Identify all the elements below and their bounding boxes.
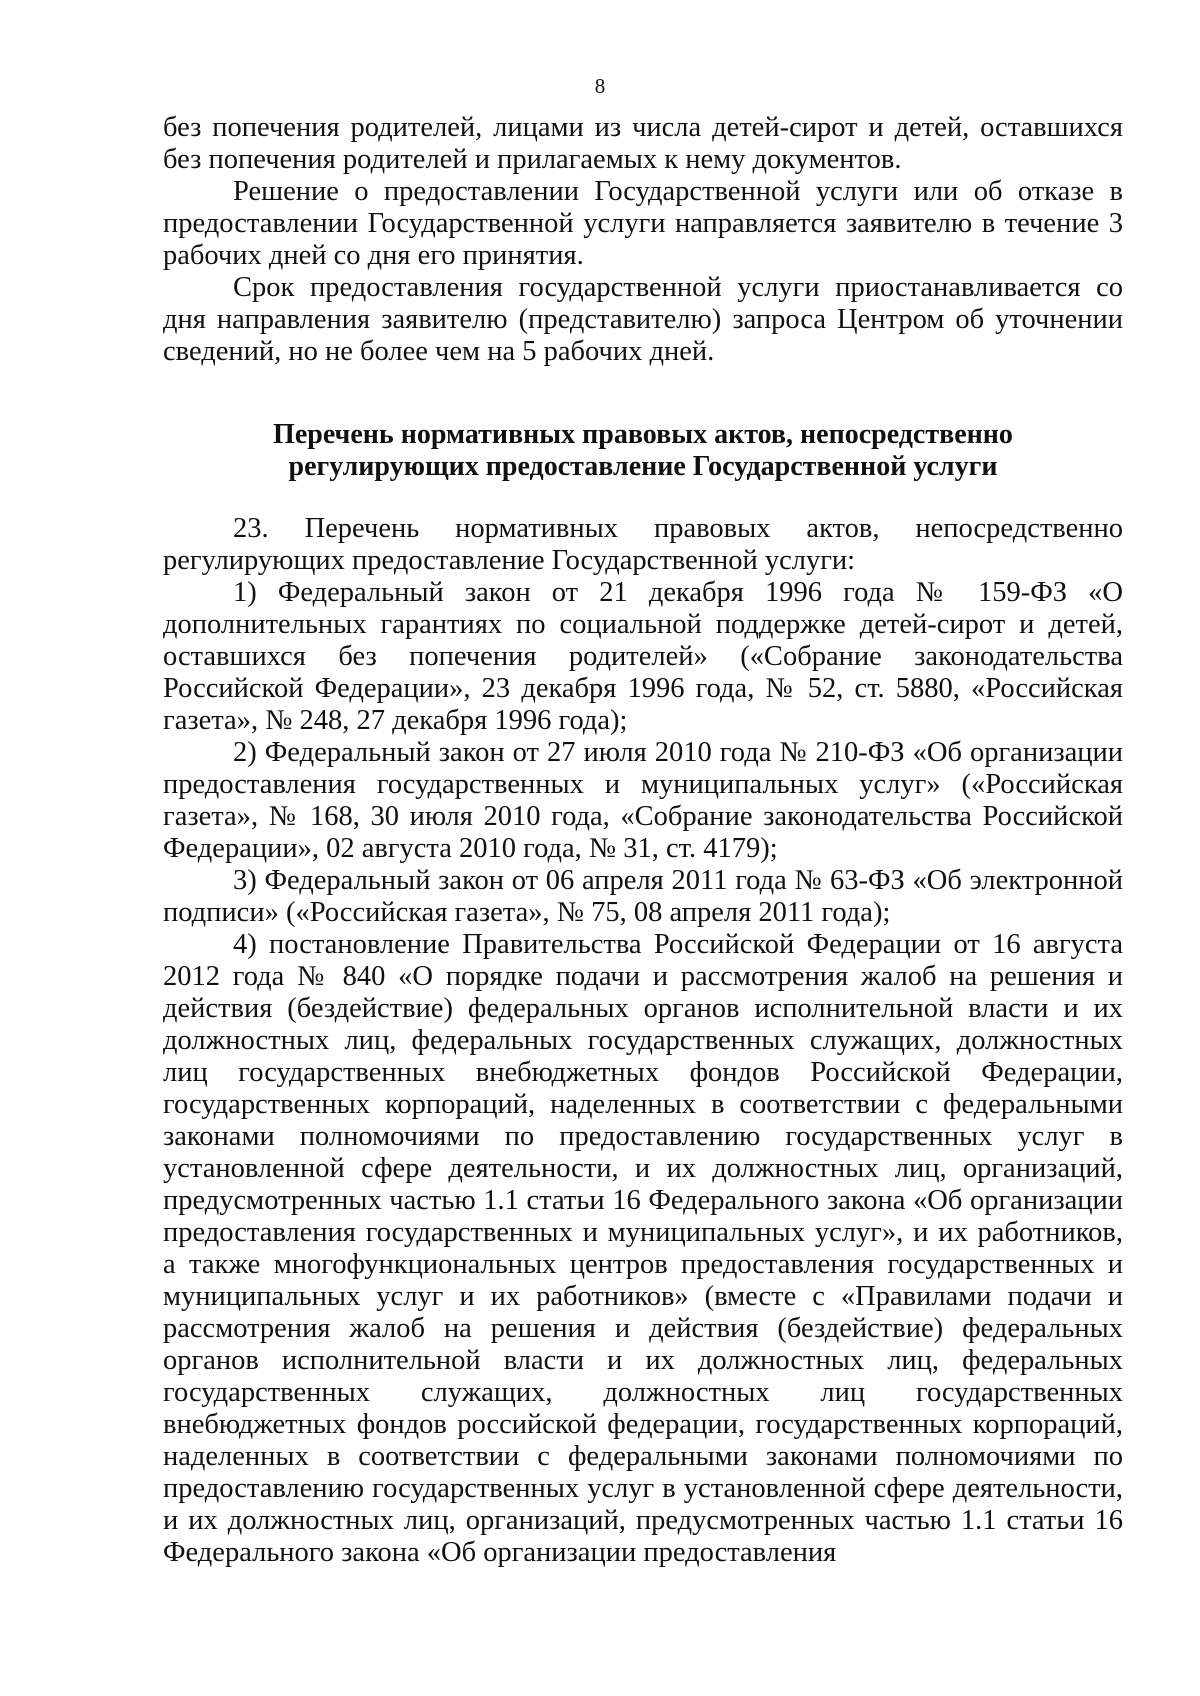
document-body — [163, 112, 1123, 1569]
paragraph-suspension: Срок предоставления государственной услуги приостанавливается со дня направления заявителю (представителю) запроса Центром об уточнении сведений, но не более чем на 5 рабочих дней. — [163, 272, 1123, 367]
list-item-act-4: 4) постановление Правительства Российской Федерации от 16 августа 2012 года № 840 «О порядке подачи и рассмотрения жалоб на решения и действия (бездействие) федеральных органов исполнительной власти и их должностных лиц, федеральных государственных служащих, должностных лиц государственных внебюджетных фондов Российской Федерации, государственных корпораций, наделенных в соответствии с федеральными законами полномочиями по предоставлению государственных услуг в установленной сфере деятельности, и их должностных лиц, организаций, предусмотренных частью 1.1 статьи 16 Федерального закона «Об организации предоставления государственных и муниципальных услуг», и их работников, а также многофункциональных центров предоставления государственных и муниципальных услуг и их работников» (вместе с «Правилами подачи и рассмотрения жалоб на решения и действия (бездействие) федеральных органов исполнительной власти и их должностных лиц, федеральных государственных служащих, должностных лиц государственных внебюджетных фондов российской федерации, государственных корпораций, наделенных в соответствии с федеральными законами полномочиями по предоставлению государственных услуг в установленной сфере деятельности, и их должностных лиц, организаций, предусмотренных частью 1.1 статьи 16 Федерального закона «Об организации предоставления — [163, 929, 1123, 1568]
list-item-act-3: 3) Федеральный закон от 06 апреля 2011 года № 63-ФЗ «Об электронной подписи» («Российская газета», № 75, 08 апреля 2011 года); — [163, 865, 1123, 928]
paragraph-continuation: без попечения родителей, лицами из числа детей-сирот и детей, оставшихся без попечения родителей и прилагаемых к нему документов. — [163, 112, 1123, 175]
section-heading — [163, 419, 1123, 483]
list-item-act-2: 2) Федеральный закон от 27 июля 2010 года № 210-ФЗ «Об организации предоставления государственных и муниципальных услуг» («Российская газета», № 168, 30 июля 2010 года, «Собрание законодательства Российской Федерации», 02 августа 2010 года, № 31, ст. 4179); — [163, 737, 1123, 864]
paragraph-decision: Решение о предоставлении Государственной услуги или об отказе в предоставлении Государственной услуги направляется заявителю в течение 3 рабочих дней со дня его принятия. — [163, 176, 1123, 271]
list-item-act-1: 1) Федеральный закон от 21 декабря 1996 года № 159-ФЗ «О дополнительных гарантиях по социальной поддержке детей-сирот и детей, оставшихся без попечения родителей» («Собрание законодательства Российской Федерации», 23 декабря 1996 года, № 52, ст. 5880, «Российская газета», № 248, 27 декабря 1996 года); — [163, 577, 1123, 736]
page-number: 8 — [594, 74, 606, 98]
section-heading-line-1: Перечень нормативных правовых актов, непосредственно — [273, 419, 1013, 450]
section-heading-line-2: регулирующих предоставление Государственной услуги — [288, 451, 998, 482]
clause-23: 23. Перечень нормативных правовых актов, непосредственно регулирующих предоставление Государственной услуги: — [163, 513, 1123, 576]
